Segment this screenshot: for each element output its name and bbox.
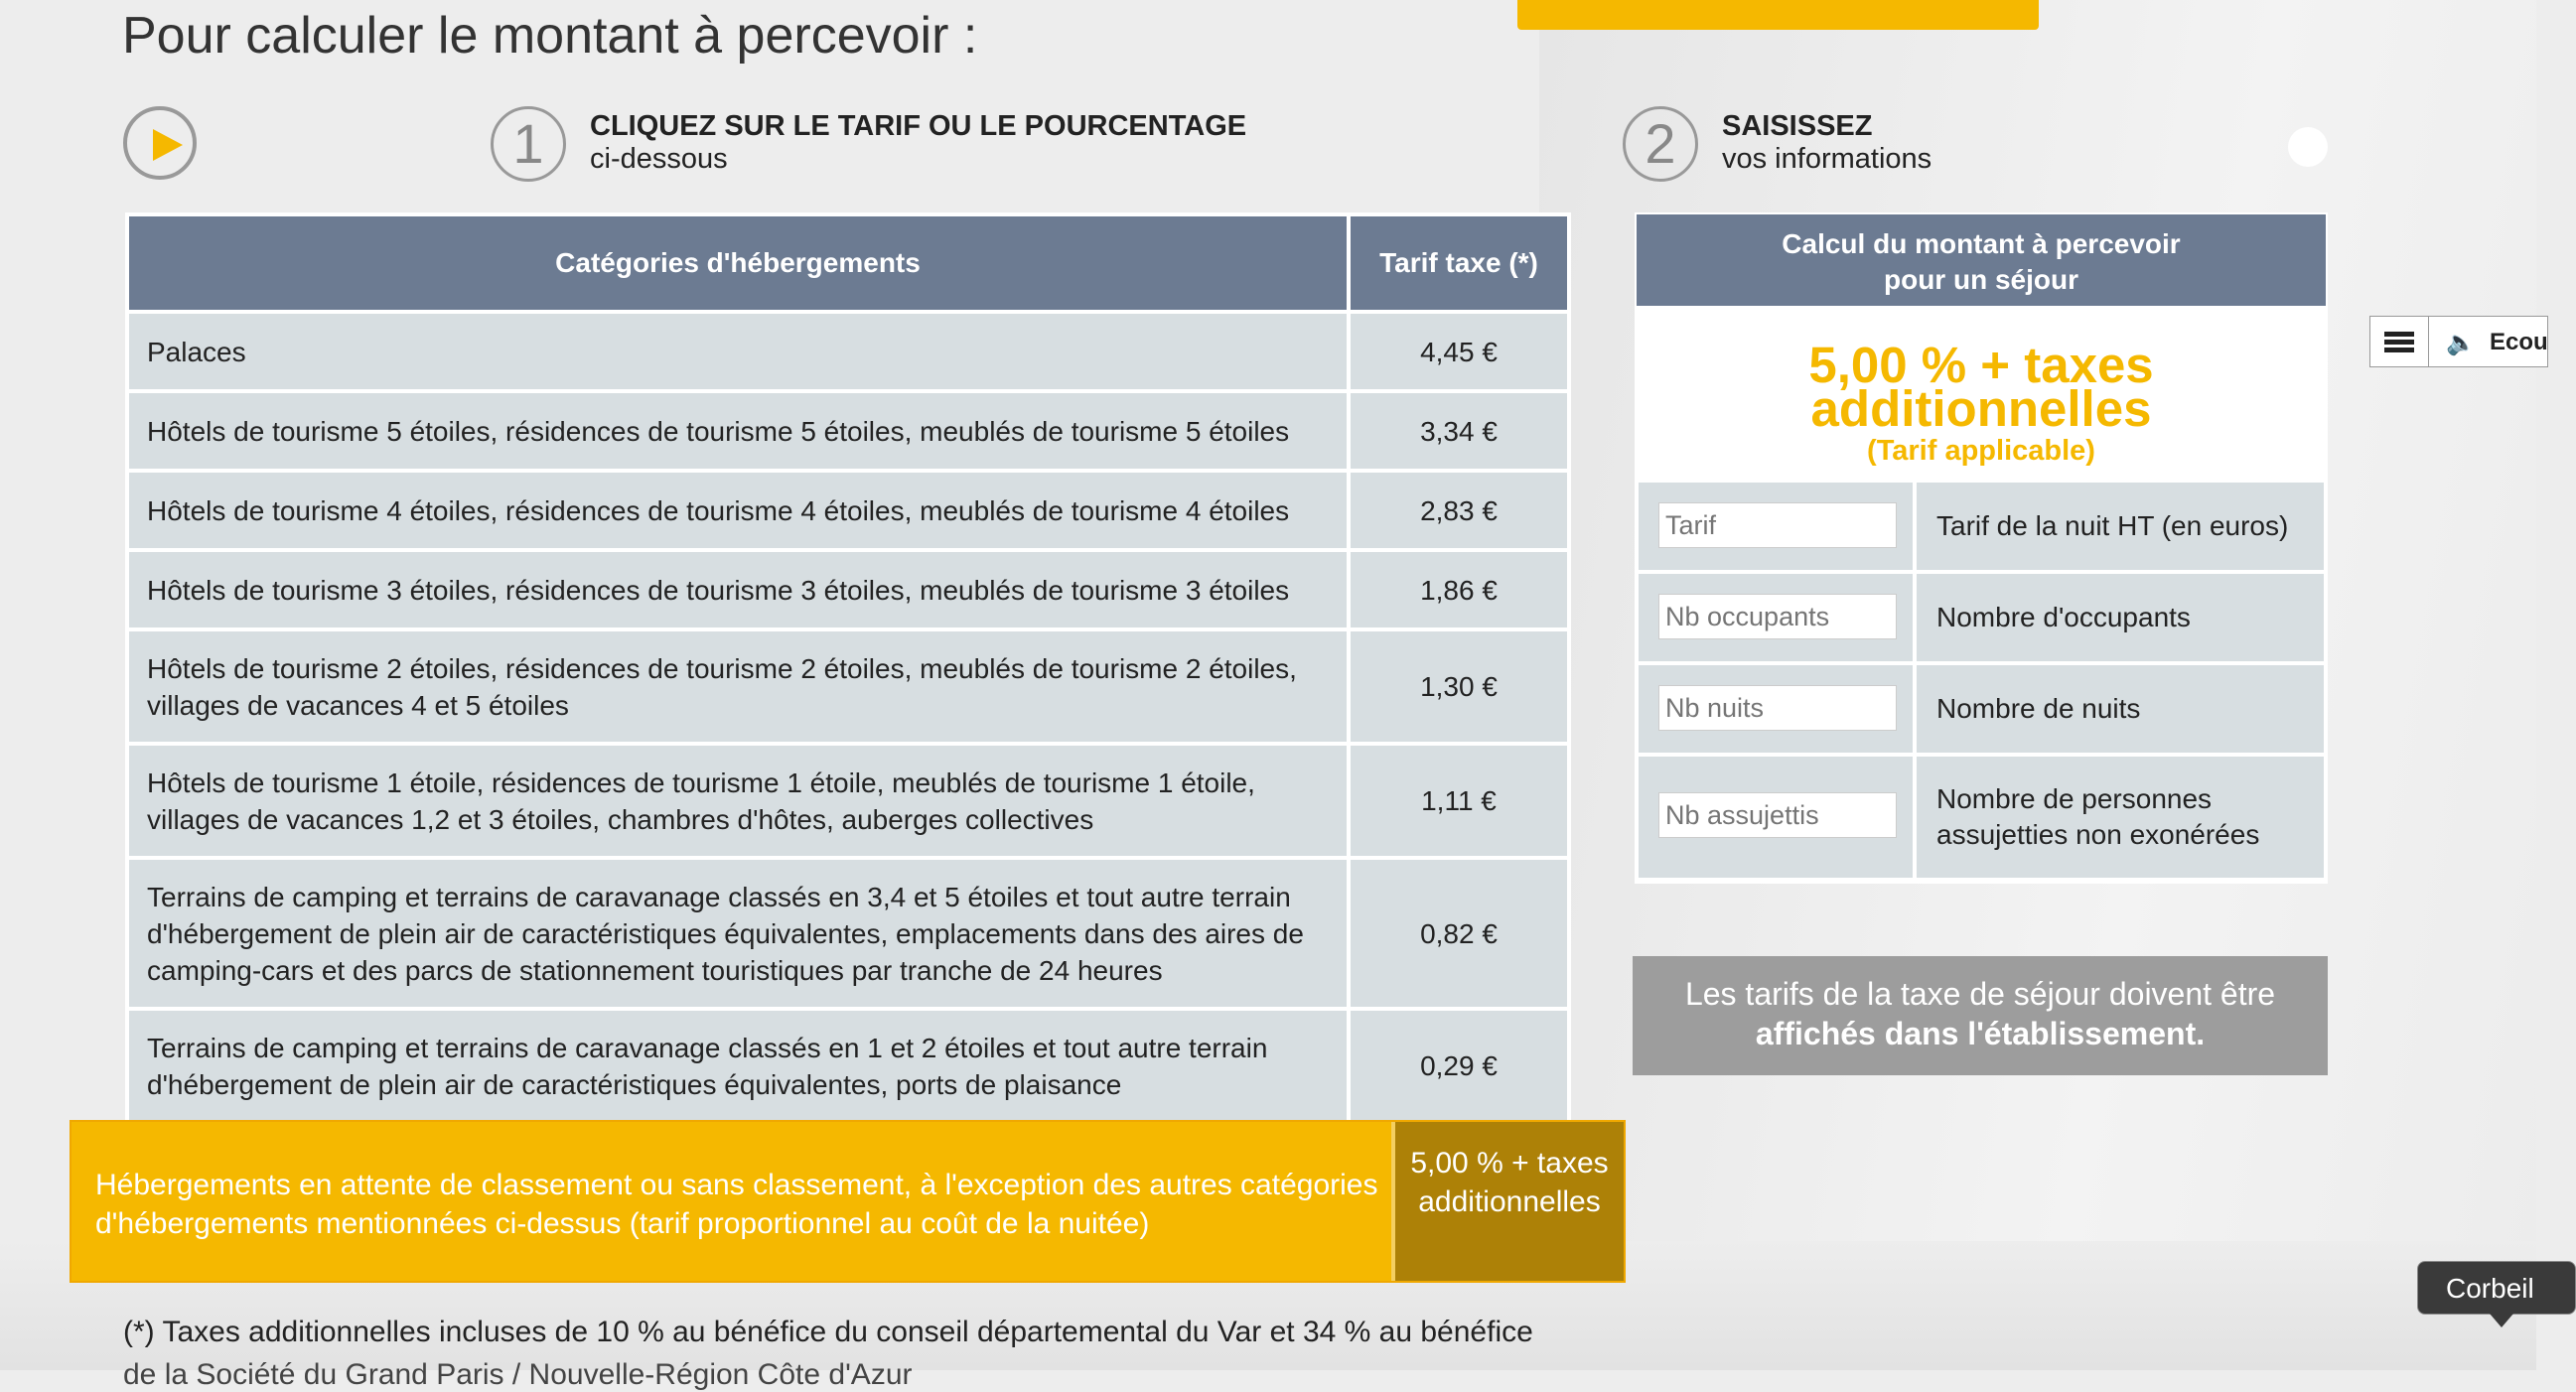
- table-row[interactable]: [129, 552, 1567, 627]
- tarif-input[interactable]: [1658, 502, 1897, 548]
- calculator-header: [1637, 214, 2326, 306]
- table-row[interactable]: [129, 746, 1567, 856]
- footnote: (*) Taxes additionnelles incluses de 10 % au bénéfice du conseil départemental du Var et 34 % au bénéfice: [123, 1316, 1533, 1348]
- rate-cell[interactable]: 0,82 €: [1351, 860, 1567, 1007]
- step-1-number: 1: [491, 106, 566, 182]
- rate-cell[interactable]: 1,11 €: [1351, 746, 1567, 856]
- input-cell: [1639, 483, 1913, 570]
- page-title: Pour calculer le montant à percevoir :: [122, 7, 978, 65]
- result-value: [1639, 337, 2324, 437]
- table-row[interactable]: [129, 393, 1567, 469]
- menu-icon: [2384, 340, 2414, 345]
- step-1-title: CLIQUEZ SUR LE TARIF OU LE POURCENTAGE: [590, 110, 1247, 142]
- field-row-nights: [1639, 665, 2324, 753]
- assujettis-input[interactable]: [1658, 792, 1897, 838]
- rate-cell[interactable]: 3,34 €: [1351, 393, 1567, 469]
- field-row-occupants: [1639, 574, 2324, 661]
- trash-tooltip: Corbeil: [2417, 1261, 2576, 1315]
- percent-category-label[interactable]: Hébergements en attente de classement ou sans classement, à l'exception des autres catégories d'hébergements mentionnées ci-dessus (tarif proportionnel au coût de la nuitée): [95, 1169, 1378, 1240]
- listen-button[interactable]: Ecou: [2490, 329, 2548, 355]
- column-header-category: Catégories d'hébergements: [129, 216, 1347, 310]
- input-cell: [1639, 665, 1913, 753]
- step-2-number: 2: [1623, 106, 1698, 182]
- calculator-header-line2: pour un séjour: [1884, 264, 2078, 295]
- category-cell[interactable]: Hôtels de tourisme 1 étoile, résidences de tourisme 1 étoile, meublés de tourisme 1 étoile, villages de vacances 1,2 et 3 étoiles, chambres d'hôtes, auberges collectives: [129, 746, 1347, 856]
- percent-rate-row[interactable]: [70, 1120, 1626, 1283]
- menu-button[interactable]: [2370, 317, 2429, 366]
- display-notice: [1633, 956, 2328, 1075]
- accessibility-toolbar: [2369, 316, 2548, 367]
- field-row-assujettis: [1639, 757, 2324, 878]
- nights-input[interactable]: [1658, 685, 1897, 731]
- table-row[interactable]: [129, 631, 1567, 742]
- table-row[interactable]: [129, 314, 1567, 389]
- column-header-rate: Tarif taxe (*): [1351, 216, 1567, 310]
- table-row[interactable]: [129, 860, 1567, 1007]
- category-cell[interactable]: Palaces: [129, 314, 1347, 389]
- rate-cell[interactable]: 0,29 €: [1351, 1011, 1567, 1121]
- calculator-panel: [1635, 212, 2328, 884]
- result-subtitle: (Tarif applicable): [1867, 435, 2095, 467]
- notice-line1: Les tarifs de la taxe de séjour doivent être: [1684, 976, 2276, 1012]
- result-value-line1: 5,00 % + taxes: [1808, 337, 2154, 393]
- rates-table: [125, 212, 1571, 1125]
- menu-icon: [2384, 348, 2414, 352]
- category-cell[interactable]: Terrains de camping et terrains de caravanage classés en 1 et 2 étoiles et tout autre terrain d'hébergement de plein air de caractéristiques équivalentes, ports de plaisance: [129, 1011, 1347, 1121]
- table-header-row: [129, 216, 1567, 310]
- input-cell: [1639, 757, 1913, 878]
- percent-rate-value[interactable]: 5,00 % + taxes additionnelles: [1391, 1122, 1624, 1281]
- menu-icon: [2384, 332, 2414, 337]
- result-value-line2: additionnelles: [1810, 380, 2152, 437]
- decor-dot: [2288, 127, 2328, 167]
- category-cell[interactable]: Hôtels de tourisme 3 étoiles, résidences de tourisme 3 étoiles, meublés de tourisme 3 étoiles: [129, 552, 1347, 627]
- table-row[interactable]: [129, 473, 1567, 548]
- top-accent-bar[interactable]: [1517, 0, 2039, 30]
- category-cell[interactable]: Hôtels de tourisme 5 étoiles, résidences de tourisme 5 étoiles, meublés de tourisme 5 étoiles: [129, 393, 1347, 469]
- table-row[interactable]: [129, 1011, 1567, 1121]
- rate-cell[interactable]: 2,83 €: [1351, 473, 1567, 548]
- footnote-line-2: de la Société du Grand Paris / Nouvelle-Région Côte d'Azur: [123, 1358, 913, 1391]
- nights-label: Nombre de nuits: [1917, 665, 2324, 753]
- occupants-label: Nombre d'occupants: [1917, 574, 2324, 661]
- notice-line2: affichés dans l'établissement.: [1755, 1016, 2206, 1051]
- step-2-subtitle: vos informations: [1722, 143, 1932, 175]
- category-cell[interactable]: Hôtels de tourisme 2 étoiles, résidences de tourisme 2 étoiles, meublés de tourisme 2 étoiles, villages de vacances 4 et 5 étoiles: [129, 631, 1347, 742]
- calculator-header-line1: Calcul du montant à percevoir: [1782, 228, 2181, 259]
- rate-cell[interactable]: 1,30 €: [1351, 631, 1567, 742]
- step-2-title: SAISISSEZ: [1722, 110, 1873, 142]
- step-1-subtitle: ci-dessous: [590, 143, 728, 175]
- play-icon: [153, 129, 183, 161]
- play-button[interactable]: [123, 106, 197, 180]
- rate-cell[interactable]: 1,86 €: [1351, 552, 1567, 627]
- rate-cell[interactable]: 4,45 €: [1351, 314, 1567, 389]
- tarif-label: Tarif de la nuit HT (en euros): [1917, 483, 2324, 570]
- category-cell[interactable]: Hôtels de tourisme 4 étoiles, résidences de tourisme 4 étoiles, meublés de tourisme 4 étoiles: [129, 473, 1347, 548]
- category-cell[interactable]: Terrains de camping et terrains de caravanage classés en 3,4 et 5 étoiles et tout autre terrain d'hébergement de plein air de caractéristiques équivalentes, emplacements dans des aires de camping-cars et des parcs de stationnement touristiques par tranche de 24 heures: [129, 860, 1347, 1007]
- field-row-tarif: [1639, 483, 2324, 570]
- input-cell: [1639, 574, 1913, 661]
- occupants-input[interactable]: [1658, 594, 1897, 639]
- speaker-icon[interactable]: 🔈: [2446, 330, 2476, 356]
- assujettis-label: Nombre de personnes assujetties non exonérées: [1917, 757, 2324, 878]
